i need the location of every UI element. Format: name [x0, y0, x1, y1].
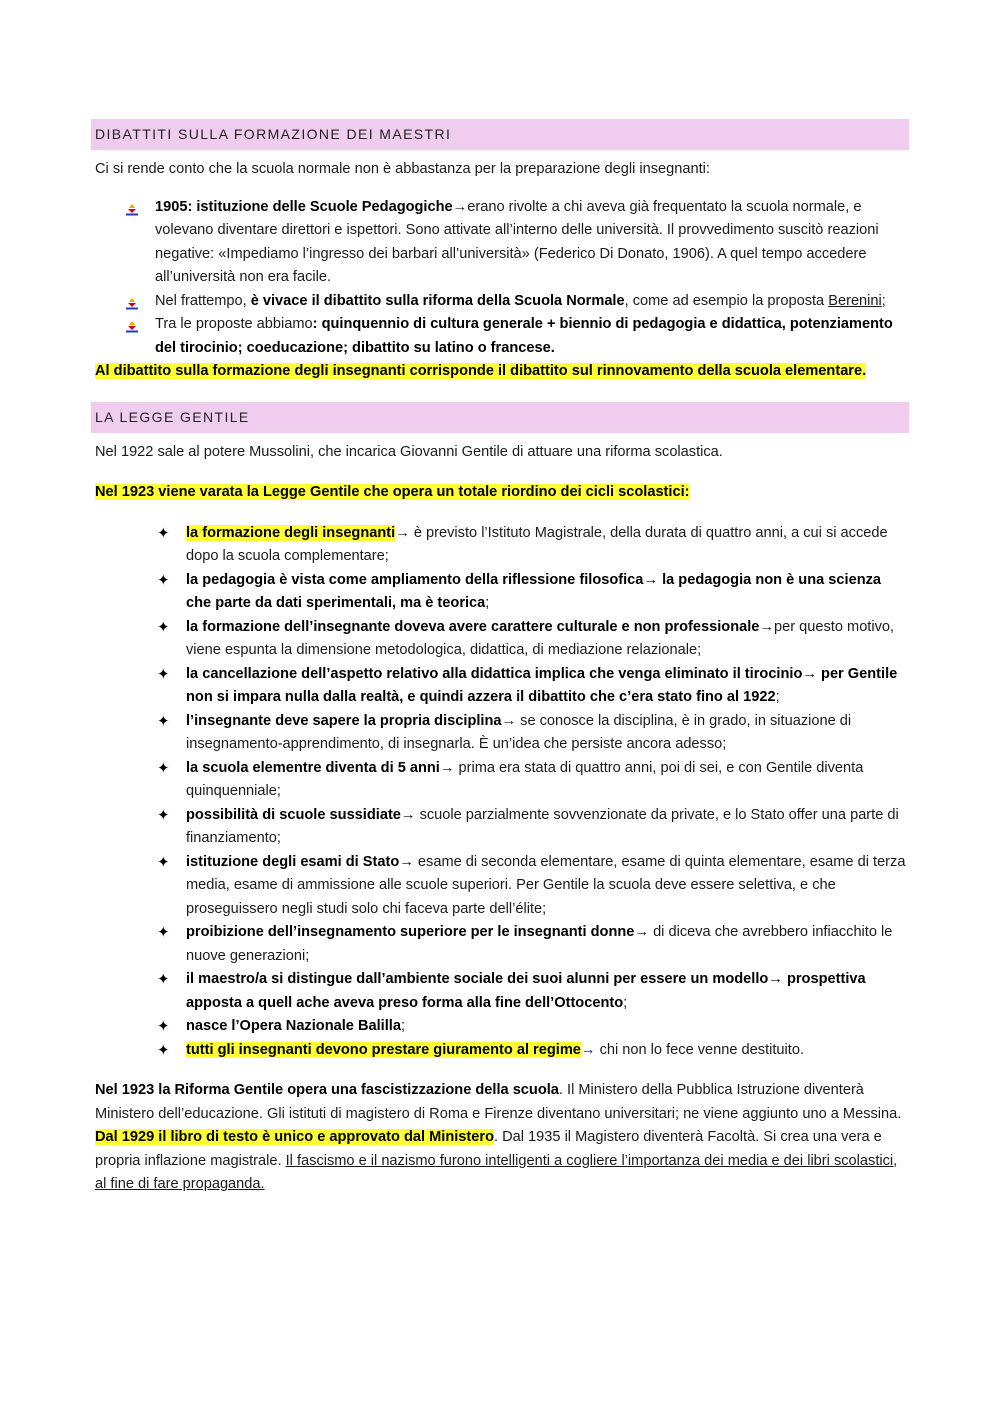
item-bold: possibilità di scuole sussidiate: [186, 806, 401, 823]
list-item: [95, 804, 909, 851]
list-item: [95, 851, 909, 922]
list-item: [95, 757, 909, 804]
item-text: chi non lo fece venne destituito.: [595, 1041, 805, 1058]
star-bullet-icon: ✦: [157, 853, 170, 871]
star-bullet-icon: ✦: [157, 665, 170, 683]
item-bold: l’insegnante deve sapere la propria disciplina: [186, 712, 502, 729]
item-bold: nasce l’Opera Nazionale Balilla: [186, 1018, 401, 1034]
item-bold2: per Gentile non si impara nulla dalla realtà, e quindi azzera il dibattito che c’era stato fino al 1922: [186, 665, 898, 705]
item-text: scuole parzialmente sovvenzionate da private, e lo Stato offer una parte di finanziamento;: [186, 806, 899, 846]
list-item: [95, 663, 909, 710]
star-bullet-icon: ✦: [157, 712, 170, 730]
star-bullet-icon: ✦: [157, 806, 170, 824]
final-bold: Nel 1923 la Riforma Gentile opera una fascistizzazione della scuola: [95, 1082, 559, 1098]
star-bullet-icon: ✦: [157, 1018, 170, 1035]
list-item: [95, 569, 909, 616]
list-item: [95, 710, 909, 757]
arrow-icon: →: [395, 524, 410, 541]
final-underline: Il fascismo e il nazismo furono intelligenti a cogliere l’importanza dei media e dei libri scolastici, al fine di fare propaganda.: [95, 1152, 898, 1192]
list-item: [95, 1039, 909, 1063]
section2-highlight: [95, 481, 909, 505]
item-post: ;: [881, 292, 886, 309]
section1-list: [95, 196, 909, 361]
section2-intro: Nel 1922 sale al potere Mussolini, che incarica Giovanni Gentile di attuare una riforma scolastica.: [95, 443, 723, 460]
section1-conclusion: [95, 360, 909, 384]
item-text: è previsto l’Istituto Magistrale, della durata di quattro anni, a cui si accede dopo la scuola complementare;: [186, 524, 888, 564]
list-item: [95, 290, 909, 314]
item-text: ;: [485, 595, 490, 611]
star-bullet-icon: ✦: [157, 524, 170, 542]
item-bold: la scuola elementre diventa di 5 anni: [186, 759, 440, 776]
star-bullet-icon: ✦: [157, 759, 170, 777]
item-text: , come ad esempio la proposta: [624, 292, 829, 309]
arrow-icon: →: [580, 1041, 596, 1058]
item-text: esame di seconda elementare, esame di quinta elementare, esame di terza media, esame di ammissione alle scuole superiori. Per Gentile la scuola deve essere selettiva, e che proseguissero negli studi solo chi faceva parte dell’élite;: [186, 853, 906, 917]
final-text2: . Dal 1935 il Magistero diventerà Facoltà. Si crea una vera e propria inflazione magistrale.: [95, 1129, 882, 1169]
arrow-icon: →: [399, 853, 414, 870]
item-bold: il maestro/a si distingue dall’ambiente sociale dei suoi alunni per essere un modello: [186, 971, 769, 987]
item-text: ;: [623, 994, 628, 1011]
item-text: ;: [400, 1018, 406, 1034]
item-text: erano rivolte a chi aveva già frequentato la scuola normale, e volevano diventare direttori e ispettori. Sono attivate all’interno delle università. Il provvedimento suscitò reazioni negative: «Impediamo l’ingresso dei barbari all’università» (Federico Di Donato, 1906). A quel tempo accedere all’università non era facile.: [155, 198, 879, 285]
arrow-icon: →: [802, 665, 817, 682]
star-bullet-icon: ✦: [157, 1041, 170, 1059]
arrow-icon: →: [452, 198, 468, 215]
item-bold: la formazione dell’insegnante doveva avere carattere culturale e non professionale: [186, 618, 760, 635]
item-bold: 1905: istituzione delle Scuole Pedagogiche: [155, 198, 453, 215]
arrow-bullet-icon: [126, 295, 138, 307]
list-item: [95, 1015, 909, 1039]
list-item: [95, 968, 909, 1015]
item-bold: proibizione dell’insegnamento superiore per le insegnanti donne: [186, 924, 635, 940]
item-text: ;: [775, 689, 780, 705]
star-bullet-icon: ✦: [157, 571, 170, 589]
star-bullet-icon: ✦: [157, 924, 170, 941]
arrow-icon: →: [501, 712, 517, 729]
section-heading-legge-gentile: LA LEGGE GENTILE: [91, 402, 909, 433]
list-item: [95, 196, 909, 290]
item-text: se conosce la disciplina, è in grado, in situazione di insegnamento-apprendimento, di insegnarla. È un’idea che persiste ancora adesso;: [186, 712, 852, 752]
item-text: prima era stata di quattro anni, poi di sei, e con Gentile diventa quinquenniale;: [186, 759, 864, 799]
arrow-icon: →: [439, 759, 455, 776]
list-item: [95, 616, 909, 663]
conclusion-highlight: Al dibattito sulla formazione degli insegnanti corrisponde il dibattito sul rinnovamento della scuola elementare.: [95, 363, 867, 379]
section2-list: [95, 522, 909, 1063]
final-text1: . Il Ministero della Pubblica Istruzione diventerà Ministero dell’educazione. Gli istituti di magistero di Roma e Firenze diventano universitari; ne viene aggiunto uno a Messina.: [95, 1082, 902, 1122]
arrow-bullet-icon: [126, 201, 138, 213]
item-bold: istituzione degli esami di Stato: [186, 853, 400, 870]
item-text: di diceva che avrebbero infiacchito le nuove generazioni;: [186, 924, 893, 964]
document-page: [95, 119, 909, 1197]
item-bold: la cancellazione dell’aspetto relativo alla didattica implica che venga eliminato il tirocinio: [186, 665, 803, 682]
arrow-bullet-icon: [126, 318, 138, 330]
item-bold: la pedagogia è vista come ampliamento della riflessione filosofica: [186, 571, 644, 588]
item-pre: Nel frattempo,: [155, 292, 251, 309]
item-underline: Berenini: [828, 292, 882, 309]
arrow-icon: →: [400, 806, 416, 823]
item-bold: tutti gli insegnanti devono prestare giuramento al regime: [186, 1041, 581, 1058]
item-pre: Tra le proposte abbiamo: [155, 316, 313, 332]
list-item: [95, 522, 909, 569]
item-bold: la formazione degli insegnanti: [186, 524, 396, 541]
star-bullet-icon: ✦: [157, 971, 170, 988]
section1-intro: Ci si rende conto che la scuola normale non è abbastanza per la preparazione degli insegnanti:: [95, 161, 710, 177]
arrow-icon: →: [634, 924, 650, 940]
list-item: [95, 921, 909, 968]
arrow-icon: →: [759, 618, 775, 635]
arrow-icon: →: [768, 971, 783, 987]
item-bold: è vivace il dibattito sulla riforma della Scuola Normale: [250, 292, 625, 309]
item-bold2: prospettiva apposta a quell ache aveva preso forma alla fine dell’Ottocento: [186, 971, 866, 1011]
section-heading-dibattiti: DIBATTITI SULLA FORMAZIONE DEI MAESTRI: [91, 119, 909, 150]
item-bold: : quinquennio di cultura generale + biennio di pedagogia e didattica, potenziamento del tirocinio; coeducazione; dibattito su latino o francese.: [155, 316, 893, 356]
star-bullet-icon: ✦: [157, 618, 170, 636]
list-item: [95, 313, 909, 360]
item-bold2: la pedagogia non è una scienza che parte da dati sperimentali, ma è teorica: [186, 571, 882, 611]
final-highlight: Dal 1929 il libro di testo è unico e approvato dal Ministero: [95, 1129, 494, 1145]
item-text: per questo motivo, viene espunta la dimensione metodologica, didattica, di mediazione relazionale;: [186, 618, 895, 658]
section2-final-paragraph: [95, 1079, 909, 1197]
highlight-text: Nel 1923 viene varata la Legge Gentile che opera un totale riordino dei cicli scolastici:: [95, 484, 690, 500]
arrow-icon: →: [643, 571, 659, 588]
